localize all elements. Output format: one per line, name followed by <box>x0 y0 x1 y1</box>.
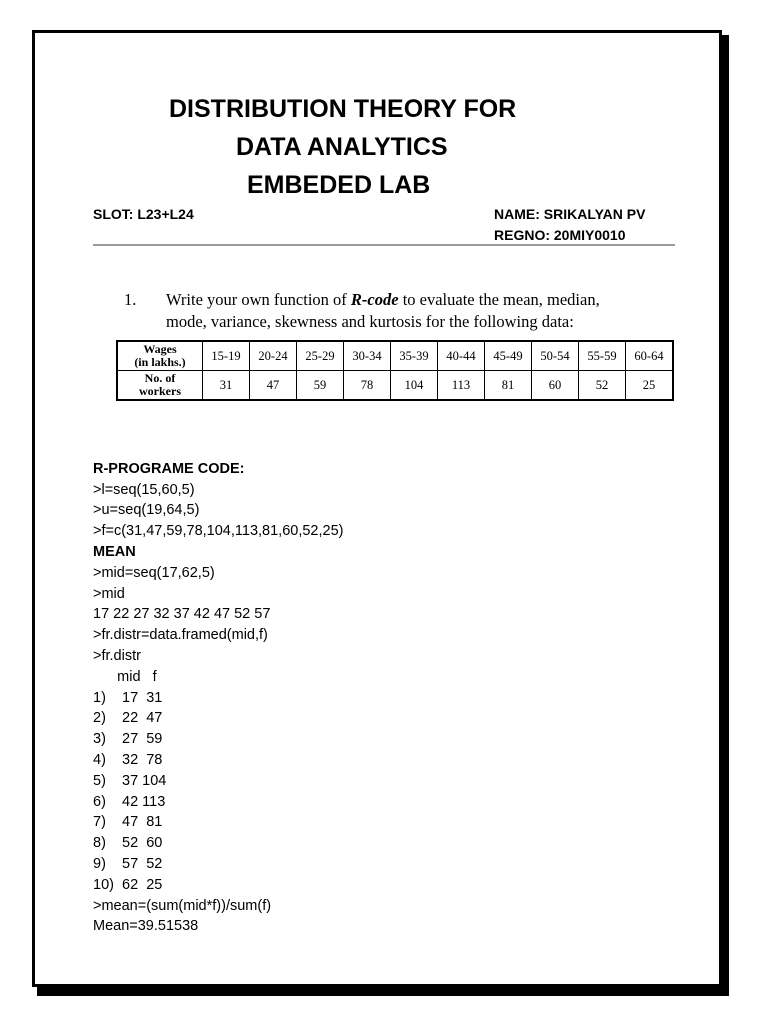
wages-table <box>116 340 674 401</box>
table-cell: 40-44 <box>438 341 485 371</box>
slot-label: SLOT: L23+L24 <box>93 206 194 222</box>
table-cell: 78 <box>344 371 391 401</box>
dataframe-row: 3) 27 59 <box>93 731 163 748</box>
wages-header-cell: Wages (in lakhs.) <box>117 341 203 371</box>
dataframe-row: 1) 17 31 <box>93 689 163 706</box>
code-listing <box>93 438 343 958</box>
dataframe-row: 5) 37 104 <box>93 772 167 789</box>
question-text-post: to evaluate the mean, median, <box>398 290 600 309</box>
table-cell: 35-39 <box>391 341 438 371</box>
code-output: 17 22 27 32 37 42 47 52 57 <box>93 606 271 623</box>
table-cell: 59 <box>297 371 344 401</box>
question-line-1 <box>166 289 600 311</box>
mean-heading: MEAN <box>93 543 136 560</box>
table-cell: 25-29 <box>297 341 344 371</box>
table-cell: 52 <box>579 371 626 401</box>
code-line: >fr.distr=data.framed(mid,f) <box>93 627 268 644</box>
dataframe-row: 7) 47 81 <box>93 814 163 831</box>
code-line: >mean=(sum(mid*f))/sum(f) <box>93 897 272 914</box>
table-cell: 113 <box>438 371 485 401</box>
table-cell: 25 <box>626 371 674 401</box>
dataframe-row: 9) 57 52 <box>93 855 163 872</box>
code-line: >f=c(31,47,59,78,104,113,81,60,52,25) <box>93 523 344 540</box>
table-row <box>117 371 673 401</box>
question-line-2: mode, variance, skewness and kurtosis for the following data: <box>166 312 574 331</box>
workers-header-cell: No. of workers <box>117 371 203 401</box>
question-number: 1. <box>124 290 137 309</box>
table-row <box>117 341 673 371</box>
table-cell: 45-49 <box>485 341 532 371</box>
title-line-2: DATA ANALYTICS <box>236 133 448 161</box>
table-cell: 15-19 <box>203 341 250 371</box>
code-line: >l=seq(15,60,5) <box>93 481 195 498</box>
table-cell: 31 <box>203 371 250 401</box>
table-cell: 47 <box>250 371 297 401</box>
table-cell: 20-24 <box>250 341 297 371</box>
table-cell: 81 <box>485 371 532 401</box>
table-cell: 50-54 <box>532 341 579 371</box>
code-line: >u=seq(19,64,5) <box>93 502 200 519</box>
code-line: >mid <box>93 585 125 602</box>
title-line-1: DISTRIBUTION THEORY FOR <box>169 95 517 123</box>
title-line-3: EMBEDED LAB <box>247 171 431 199</box>
table-cell: 104 <box>391 371 438 401</box>
question-text-emphasis: R-code <box>350 290 399 309</box>
student-name: NAME: SRIKALYAN PV <box>494 206 646 222</box>
code-heading: R-PROGRAME CODE: <box>93 460 245 477</box>
dataframe-row: 4) 32 78 <box>93 751 163 768</box>
header-divider <box>93 244 675 246</box>
question-text-pre: Write your own function of <box>166 290 351 309</box>
dataframe-row: 6) 42 113 <box>93 793 166 810</box>
dataframe-row: 2) 22 47 <box>93 710 163 727</box>
code-line: >fr.distr <box>93 647 141 664</box>
table-cell: 30-34 <box>344 341 391 371</box>
mean-result: Mean=39.51538 <box>93 918 199 935</box>
dataframe-header: mid f <box>93 668 157 685</box>
dataframe-row: 10) 62 25 <box>93 876 163 893</box>
table-cell: 60-64 <box>626 341 674 371</box>
table-cell: 60 <box>532 371 579 401</box>
table-cell: 55-59 <box>579 341 626 371</box>
registration-number: REGNO: 20MIY0010 <box>494 227 626 243</box>
code-line: >mid=seq(17,62,5) <box>93 564 215 581</box>
dataframe-row: 8) 52 60 <box>93 835 163 852</box>
